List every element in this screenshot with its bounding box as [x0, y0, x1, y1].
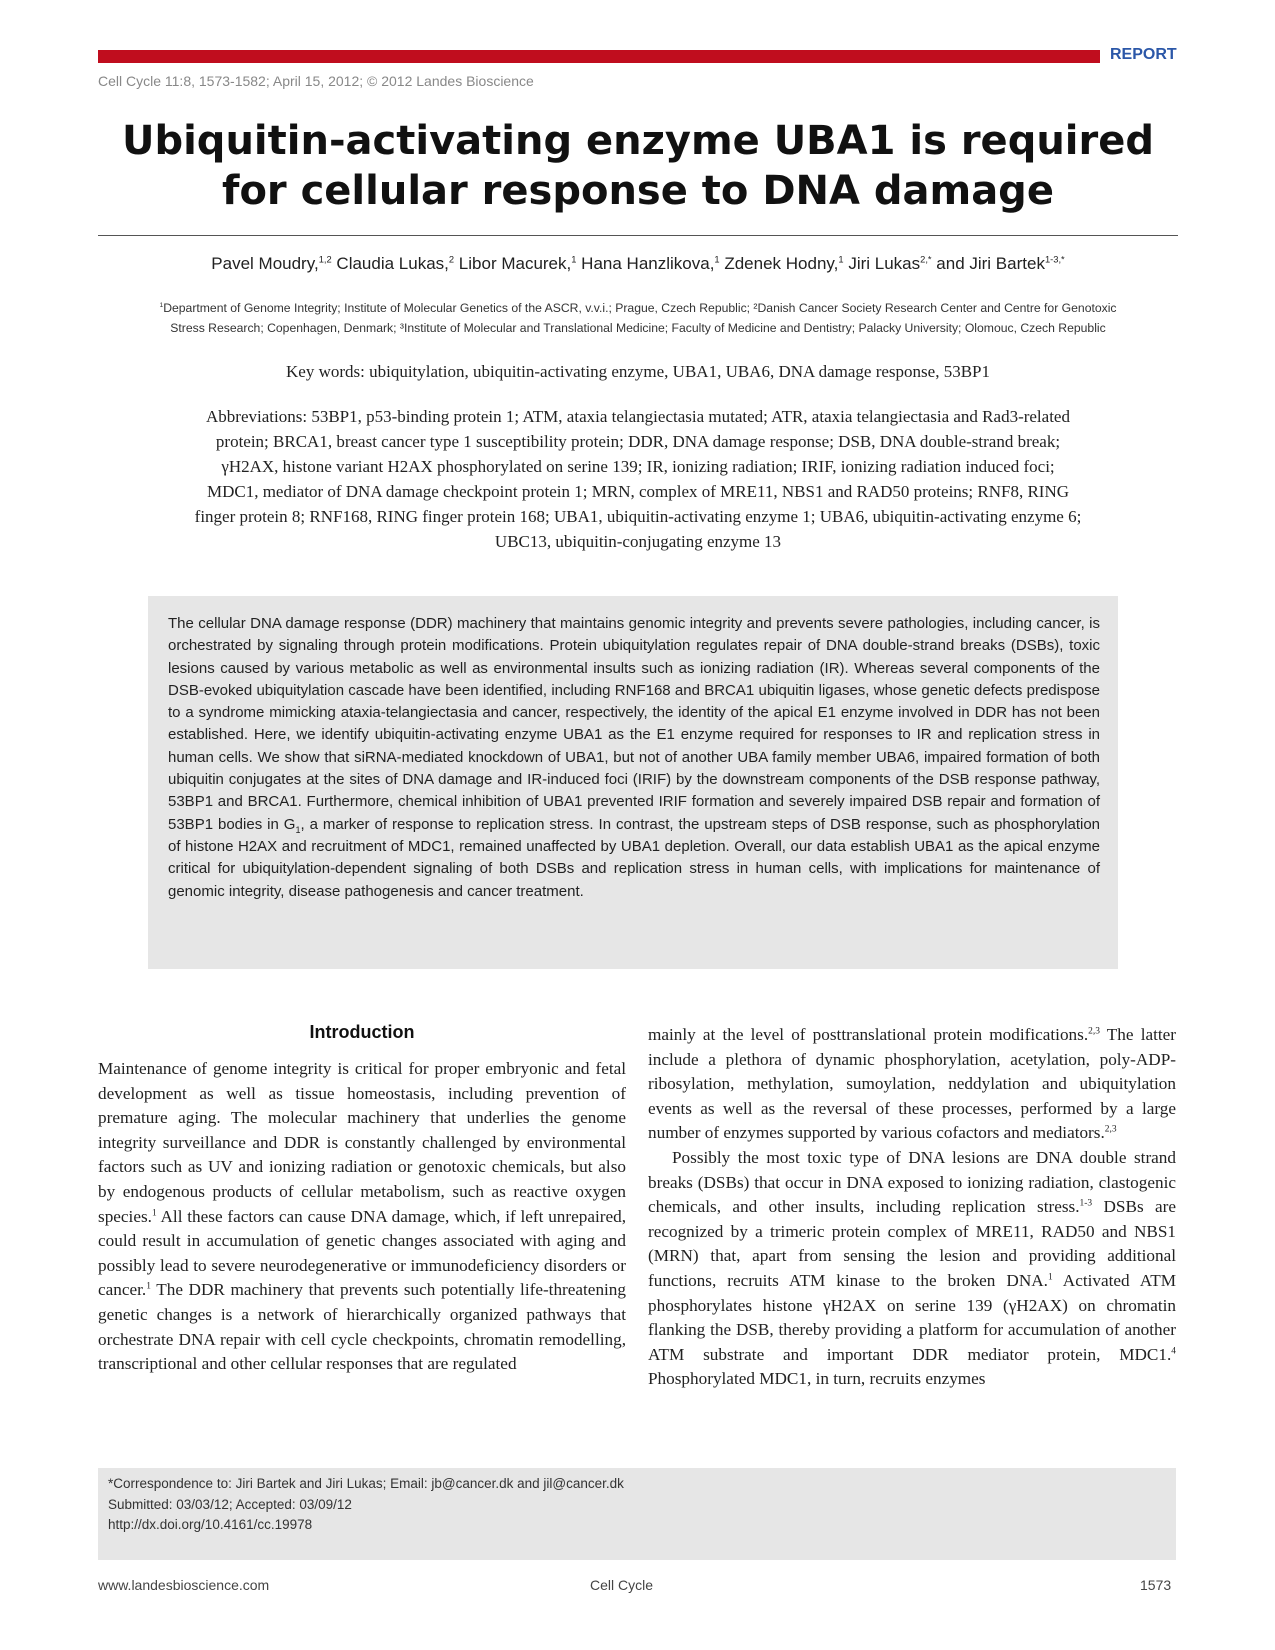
correspondence-line: *Correspondence to: Jiri Bartek and Jiri Lukas; Email: jb@cancer.dk and jil@cancer.dk [108, 1476, 624, 1491]
abbreviations-line: finger protein 8; RNF168, RING finger protein 168; UBA1, ubiquitin-activating enzyme 1; UBA6, ubiquitin-activating enzyme 6; [194, 507, 1082, 526]
report-label: REPORT [1110, 46, 1177, 63]
affiliations [98, 298, 1178, 338]
title-line-1: Ubiquitin-activating enzyme UBA1 is required [121, 118, 1154, 164]
article-title [98, 116, 1178, 216]
abbreviations-line: Abbreviations: 53BP1, p53-binding protein 1; ATM, ataxia telangiectasia mutated; ATR, ataxia telangiectasia and Rad3-related [206, 407, 1070, 426]
abbreviations-line: γH2AX, histone variant H2AX phosphorylated on serine 139; IR, ionizing radiation; IRIF, ionizing radiation induced foci; [221, 457, 1055, 476]
abbreviations [98, 404, 1178, 554]
abbreviations-line: protein; BRCA1, breast cancer type 1 susceptibility protein; DDR, DNA damage response; DSB, DNA double-strand break; [215, 432, 1061, 451]
header-red-bar [98, 50, 1100, 63]
author-3: Libor Macurek,$^1$ [454, 254, 577, 273]
page-number: 1573 [1140, 1577, 1172, 1593]
intro-right-column [648, 1023, 1176, 1392]
affiliation-line-1: $^1$Department of Genome Integrity; Institute of Molecular Genetics of the ASCR, v.v.i.; Prague, Czech Republic; ²Danish Cancer Society Research Center and Centre for Genotoxic [159, 301, 1117, 315]
paragraph: mainly at the level of posttranslational protein modifications.$^{2,3}$ The latter include a plethora of dynamic phosphorylation, acetylation, poly-ADP-ribosylation, methylation, sumoylation, neddylation and ubiquitylation events as well as the reversal of these processes, performed by a large number of enzymes supported by various cofactors and mediators.$^{2,3}$ [648, 1025, 1177, 1143]
paragraph: Maintenance of genome integrity is critical for proper embryonic and fetal development as well as tissue homeostasis, including prevention of premature aging. The molecular machinery that underlies the genome integrity surveillance and DDR is constantly challenged by environmental factors such as UV and ionizing radiation or genotoxic chemicals, but also by endogenous products of cellular metabolism, such as reactive oxygen species.$^1$ All these factors can cause DNA damage, which, if left unrepaired, could result in accumulation of genetic changes associated with aging and possibly lead to severe neurodegenerative or immunodeficiency disorders or cancer.$^1$ The DDR machinery that prevents such potentially life-threatening genetic changes is a network of hierarchically organized pathways that orchestrate DNA repair with cell cycle checkpoints, chromatin remodelling, transcriptional and other cellular responses that are regulated [98, 1059, 626, 1374]
author-1: Pavel Moudry,$^{1,2}$ [211, 254, 332, 273]
author-2: Claudia Lukas,$^2$ [331, 254, 455, 273]
author-4: Hana Hanzlikova,$^1$ [576, 254, 720, 273]
author-7: and Jiri Bartek$^{1-3,*}$ [931, 254, 1065, 273]
introduction-heading: Introduction [309, 1022, 415, 1042]
abbreviations-line: MDC1, mediator of DNA damage checkpoint protein 1; MRN, complex of MRE11, NBS1 and RAD50 proteins; RNF8, RING [206, 482, 1070, 501]
title-line-2: for cellular response to DNA damage [222, 168, 1054, 214]
author-5: Zdenek Hodny,$^1$ [719, 254, 844, 273]
correspondence-text [108, 1474, 624, 1536]
footer-website[interactable]: www.landesbioscience.com [98, 1577, 270, 1593]
paragraph: Possibly the most toxic type of DNA lesions are DNA double strand breaks (DSBs) that occur in DNA exposed to ionizing radiation, clastogenic chemicals, and other insults, including replication stress.$^{1-3}$ DSBs are recognized by a trimeric protein complex of MRE11, RAD50 and NBS1 (MRN) that, apart from sensing the lesion and providing additional functions, recruits ATM kinase to the broken DNA.$^1$ Activated ATM phosphorylates histone γH2AX on serine 139 (γH2AX) on chromatin flanking the DSB, thereby providing a platform for accumulation of another ATM substrate and important DDR mediator protein, MDC1.$^4$ Phosphorylated MDC1, in turn, recruits enzymes [648, 1147, 1176, 1389]
author-6: Jiri Lukas$^{2,*}$ [843, 254, 932, 273]
abbreviations-line: UBC13, ubiquitin-conjugating enzyme 13 [494, 532, 782, 551]
author-list [98, 254, 1178, 274]
abstract-text: The cellular DNA damage response (DDR) machinery that maintains genomic integrity and prevents severe pathologies, including cancer, is orchestrated by signaling through protein modifications. Protein ubiquitylation regulates repair of DNA double-strand breaks (DSBs), toxic lesions caused by various metabolic as well as environmental insults such as ionizing radiation (IR). Whereas several components of the DSB-evoked ubiquitylation cascade have been identified, including RNF168 and BRCA1 ubiquitin ligases, whose genetic defects predispose to a syndrome mimicking ataxia-telangiectasia and cancer, respectively, the identity of the apical E1 enzyme involved in DDR has not been established. Here, we identify ubiquitin-activating enzyme UBA1 as the E1 enzyme required for responses to IR and replication stress in human cells. We show that siRNA-mediated knockdown of UBA1, but not of another UBA family member UBA6, impaired formation of both ubiquitin conjugates at the sites of DNA damage and IR-induced foci (IRIF) by the downstream components of the DSB response pathway, 53BP1 and BRCA1. Furthermore, chemical inhibition of UBA1 prevented IRIF formation and severely impaired DSB repair and formation of 53BP1 bodies in $G_1$, a marker of response to replication stress. In contrast, the upstream steps of DSB response, such as phosphorylation of histone H2AX and recruitment of MDC1, remained unaffected by UBA1 depletion. Overall, our data establish UBA1 as the apical enzyme critical for ubiquitylation-dependent signaling of both DSBs and replication stress in human cells, with implications for maintenance of genomic integrity, disease pathogenesis and cancer treatment. [168, 615, 1101, 900]
footer-journal: Cell Cycle [590, 1577, 654, 1593]
submission-dates: Submitted: 03/03/12; Accepted: 03/09/12 [108, 1496, 352, 1512]
affiliation-line-2: Stress Research; Copenhagen, Denmark; ³Institute of Molecular and Translational Medicine; Faculty of Medicine and Dentistry; Palacky University; Olomouc, Czech Republic [170, 321, 1106, 335]
intro-left-column [98, 1057, 626, 1377]
keywords: Key words: ubiquitylation, ubiquitin-activating enzyme, UBA1, UBA6, DNA damage response, 53BP1 [286, 362, 990, 381]
journal-citation: Cell Cycle 11:8, 1573-1582; April 15, 2012; © 2012 Landes Bioscience [98, 73, 534, 89]
title-divider [98, 235, 1178, 236]
doi-link[interactable]: http://dx.doi.org/10.4161/cc.19978 [108, 1517, 313, 1532]
